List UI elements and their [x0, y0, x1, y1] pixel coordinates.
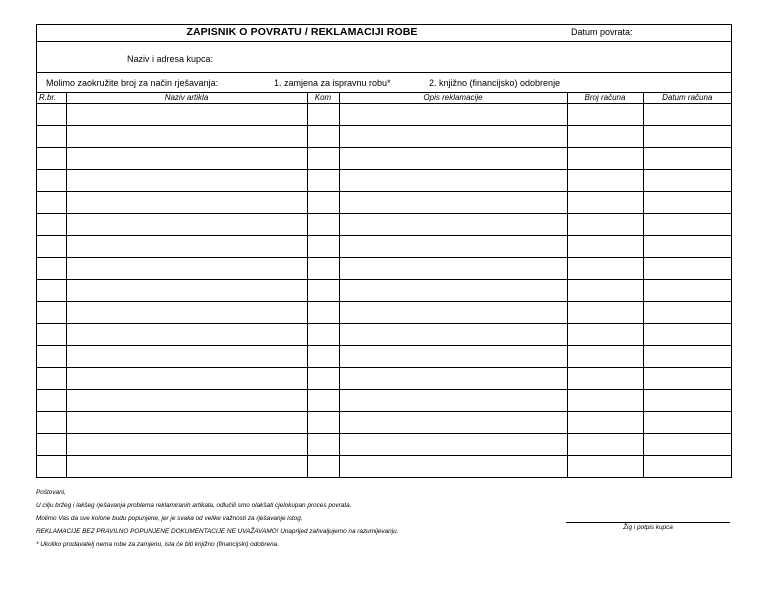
cell-qty[interactable] [307, 214, 339, 236]
cell-qty[interactable] [307, 258, 339, 280]
cell-description[interactable] [339, 412, 567, 434]
table-body [37, 104, 731, 478]
cell-rbr[interactable] [37, 412, 66, 434]
customer-row [37, 42, 731, 73]
cell-article[interactable] [66, 412, 307, 434]
cell-invoice-no[interactable] [567, 214, 643, 236]
cell-invoice-no[interactable] [567, 302, 643, 324]
cell-invoice-no[interactable] [567, 192, 643, 214]
cell-invoice-no[interactable] [567, 324, 643, 346]
cell-invoice-date[interactable] [643, 412, 731, 434]
resolution-label: Molimo zaokružite broj za način rješavanja: [46, 78, 219, 88]
cell-qty[interactable] [307, 302, 339, 324]
cell-description[interactable] [339, 148, 567, 170]
table-row [37, 214, 731, 236]
note-columns: Molimo Vas da sve kolone budu popunjene, jer je svaka od velike važnosti za rješavanje istog. [36, 515, 303, 522]
cell-article[interactable] [66, 104, 307, 126]
cell-invoice-date[interactable] [643, 456, 731, 478]
cell-invoice-date[interactable] [643, 192, 731, 214]
cell-description[interactable] [339, 126, 567, 148]
cell-rbr[interactable] [37, 236, 66, 258]
col-header-invoice-date: Datum računa [643, 93, 731, 104]
cell-qty[interactable] [307, 434, 339, 456]
cell-article[interactable] [66, 214, 307, 236]
cell-qty[interactable] [307, 236, 339, 258]
cell-invoice-no[interactable] [567, 368, 643, 390]
table-row [37, 126, 731, 148]
cell-article[interactable] [66, 390, 307, 412]
cell-rbr[interactable] [37, 390, 66, 412]
cell-description[interactable] [339, 258, 567, 280]
cell-invoice-date[interactable] [643, 368, 731, 390]
title-row [37, 25, 731, 42]
customer-label: Naziv i adresa kupca: [127, 54, 214, 64]
cell-qty[interactable] [307, 126, 339, 148]
col-header-description: Opis reklamacije [339, 93, 567, 104]
cell-rbr[interactable] [37, 302, 66, 324]
cell-description[interactable] [339, 368, 567, 390]
cell-article[interactable] [66, 280, 307, 302]
table-row [37, 324, 731, 346]
resolution-option-replacement: 1. zamjena za ispravnu robu* [274, 78, 391, 88]
cell-invoice-date[interactable] [643, 126, 731, 148]
cell-article[interactable] [66, 126, 307, 148]
cell-qty[interactable] [307, 456, 339, 478]
table-row [37, 258, 731, 280]
notes [36, 486, 399, 551]
signature-line [566, 522, 730, 523]
cell-invoice-no[interactable] [567, 346, 643, 368]
cell-qty[interactable] [307, 280, 339, 302]
cell-invoice-no[interactable] [567, 434, 643, 456]
cell-invoice-date[interactable] [643, 236, 731, 258]
table-row [37, 302, 731, 324]
cell-invoice-no[interactable] [567, 104, 643, 126]
cell-qty[interactable] [307, 104, 339, 126]
cell-article[interactable] [66, 236, 307, 258]
cell-article[interactable] [66, 192, 307, 214]
note-footnote: * Ukoliko prodavatelj nema robe za zamjenu, ista će biti knjižno (financijski) odobrena. [36, 541, 279, 548]
cell-description[interactable] [339, 192, 567, 214]
items-table [37, 93, 731, 477]
cell-invoice-no[interactable] [567, 280, 643, 302]
cell-invoice-no[interactable] [567, 390, 643, 412]
cell-description[interactable] [339, 456, 567, 478]
cell-rbr[interactable] [37, 346, 66, 368]
cell-rbr[interactable] [37, 368, 66, 390]
cell-qty[interactable] [307, 412, 339, 434]
table-row [37, 104, 731, 126]
cell-invoice-date[interactable] [643, 170, 731, 192]
cell-invoice-no[interactable] [567, 456, 643, 478]
cell-invoice-no[interactable] [567, 412, 643, 434]
cell-article[interactable] [66, 170, 307, 192]
cell-qty[interactable] [307, 148, 339, 170]
cell-description[interactable] [339, 434, 567, 456]
cell-article[interactable] [66, 324, 307, 346]
cell-invoice-date[interactable] [643, 302, 731, 324]
cell-qty[interactable] [307, 192, 339, 214]
cell-invoice-date[interactable] [643, 104, 731, 126]
col-header-article: Naziv artikla [66, 93, 307, 104]
table-row [37, 148, 731, 170]
cell-article[interactable] [66, 434, 307, 456]
cell-qty[interactable] [307, 368, 339, 390]
col-header-qty: Kom [307, 93, 339, 104]
cell-qty[interactable] [307, 170, 339, 192]
return-form [36, 24, 732, 478]
table-row [37, 412, 731, 434]
cell-rbr[interactable] [37, 280, 66, 302]
cell-rbr[interactable] [37, 148, 66, 170]
cell-description[interactable] [339, 346, 567, 368]
cell-invoice-date[interactable] [643, 390, 731, 412]
cell-invoice-no[interactable] [567, 236, 643, 258]
table-header-row [37, 93, 731, 104]
col-header-rbr: R.br. [37, 93, 66, 104]
table-row [37, 192, 731, 214]
cell-qty[interactable] [307, 390, 339, 412]
cell-description[interactable] [339, 170, 567, 192]
cell-rbr[interactable] [37, 324, 66, 346]
col-header-invoice-no: Broj računa [567, 93, 643, 104]
cell-rbr[interactable] [37, 214, 66, 236]
cell-rbr[interactable] [37, 126, 66, 148]
cell-invoice-date[interactable] [643, 434, 731, 456]
cell-qty[interactable] [307, 324, 339, 346]
cell-invoice-no[interactable] [567, 170, 643, 192]
cell-invoice-date[interactable] [643, 324, 731, 346]
cell-description[interactable] [339, 324, 567, 346]
resolution-option-credit: 2. knjižno (financijsko) odobrenje [429, 78, 561, 88]
cell-rbr[interactable] [37, 456, 66, 478]
cell-rbr[interactable] [37, 104, 66, 126]
note-greeting: Poštovani, [36, 489, 66, 496]
cell-description[interactable] [339, 302, 567, 324]
cell-description[interactable] [339, 104, 567, 126]
table-row [37, 456, 731, 478]
cell-description[interactable] [339, 214, 567, 236]
cell-invoice-date[interactable] [643, 214, 731, 236]
table-row [37, 390, 731, 412]
resolution-row [37, 73, 731, 93]
table-row [37, 434, 731, 456]
cell-description[interactable] [339, 390, 567, 412]
cell-rbr[interactable] [37, 434, 66, 456]
cell-invoice-no[interactable] [567, 258, 643, 280]
table-row [37, 346, 731, 368]
cell-qty[interactable] [307, 346, 339, 368]
cell-description[interactable] [339, 236, 567, 258]
note-warning: REKLAMACIJE BEZ PRAVILNO POPUNJENE DOKUMENTACIJE NE UVAŽAVAMO! Unaprijed zahvaljujemo na razumijevanju. [36, 528, 399, 535]
cell-article[interactable] [66, 258, 307, 280]
table-row [37, 280, 731, 302]
cell-rbr[interactable] [37, 192, 66, 214]
cell-article[interactable] [66, 368, 307, 390]
cell-description[interactable] [339, 280, 567, 302]
cell-invoice-date[interactable] [643, 258, 731, 280]
cell-invoice-date[interactable] [643, 346, 731, 368]
table-row [37, 170, 731, 192]
cell-invoice-date[interactable] [643, 148, 731, 170]
cell-invoice-no[interactable] [567, 126, 643, 148]
cell-article[interactable] [66, 456, 307, 478]
cell-rbr[interactable] [37, 170, 66, 192]
cell-invoice-no[interactable] [567, 148, 643, 170]
cell-rbr[interactable] [37, 258, 66, 280]
return-date-label: Datum povrata: [571, 27, 633, 37]
cell-article[interactable] [66, 302, 307, 324]
note-purpose: U cilju bržeg i lakšeg rješavanja problema reklamiranih artikala, odlučili smo olakšati cjelokupan proces povrata. [36, 502, 352, 509]
form-title: ZAPISNIK O POVRATU / REKLAMACIJI ROBE [186, 26, 418, 38]
cell-article[interactable] [66, 148, 307, 170]
cell-article[interactable] [66, 346, 307, 368]
table-row [37, 236, 731, 258]
cell-invoice-date[interactable] [643, 280, 731, 302]
table-row [37, 368, 731, 390]
signature-label: Žig i potpis kupca [623, 524, 673, 531]
